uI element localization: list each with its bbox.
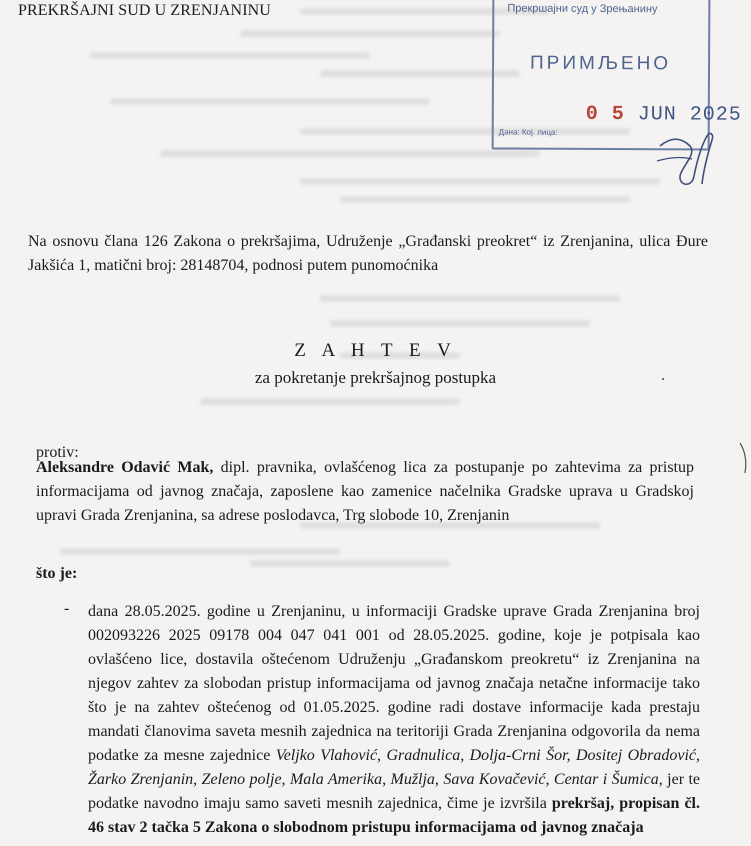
charge-text-2: jer te podatke navodno imaju samo saveti mesnih zajednica, čime je izvršila xyxy=(88,771,701,812)
accused-paragraph xyxy=(36,456,694,528)
stamp-date-month-year: JUN 2025 xyxy=(637,103,742,127)
document-title: Z A H T E V xyxy=(294,340,457,361)
document-subtitle: za pokretanje prekršajnog postupka xyxy=(254,368,497,387)
stamp-date xyxy=(586,103,742,127)
what-label: što je: xyxy=(36,565,78,582)
charge-communities: Veljko Vlahović, Gradnulica, Dolja-Crni Šor, Dositej Obradović, Žarko Zrenjanin, Zeleno polje, Mala Amerika, Mužlja, Sava Kovačević, Centar i Šumica, xyxy=(88,747,701,788)
charge-violation: prekršaj, propisan čl. 46 stav 2 tačka 5 Zakona o slobodnom pristupu informacijama od javnog značaja xyxy=(88,795,700,836)
against-label: protiv: xyxy=(36,444,79,461)
stamp-footer: Дана: Кој. лица: xyxy=(498,127,558,137)
ink-dot xyxy=(662,378,664,380)
stamp-court-name: Прекршајни суд у Зрењанину xyxy=(507,2,658,16)
court-name: PREKRŠAJNI SUD U ZRENJANINU xyxy=(18,2,271,19)
stamp-date-day: 0 5 xyxy=(585,102,625,127)
charge-item xyxy=(88,600,700,840)
intro-paragraph: Na osnovu člana 126 Zakona o prekršajima, Udruženje „Građanski preokret“ iz Zrenjanina, ulica Đure Jakšića 1, matični broj: 28148704, podnosi putem punomoćnika xyxy=(28,233,708,274)
list-dash: - xyxy=(64,600,70,617)
charge-text-1: dana 28.05.2025. godine u Zrenjaninu, u informaciji Gradske uprave Grada Zrenjanina broj 002093226 2025 09178 004 047 041 001 od 28.05.2025. godine, koje je potpisala kao ovlašćeno lice, dostavila oštećenom Udruženju „Građanskom preokretu“ iz Zrenjanina na njegov zahtev za slobodan pristup informacijama od javnog značaja netačne informacije tako što je na zahtev oštećenog od 01.05.2025. godine radi dostave informacije kada prestaju mandati članovima saveta mesnih zajednica na teritoriji Grada Zrenjanina odgovorila da nema podatke za mesne zajednice xyxy=(88,603,700,764)
margin-mark xyxy=(739,441,749,475)
stamp-received-label: ПРИМЉЕНО xyxy=(529,52,672,75)
signature-scribble xyxy=(652,126,722,196)
accused-description: dipl. pravnika, ovlašćenog lica za postupanje po zahtevima za pristup informacijama od javnog značaja, zaposlene kao zamenice načelnika Gradske uprava u Gradskoj upravi Grada Zrenjanina, sa adrese poslodavca, Trg slobode 10, Zrenjanin xyxy=(36,459,695,524)
accused-name: Aleksandre Odavić Mak, xyxy=(36,459,214,476)
